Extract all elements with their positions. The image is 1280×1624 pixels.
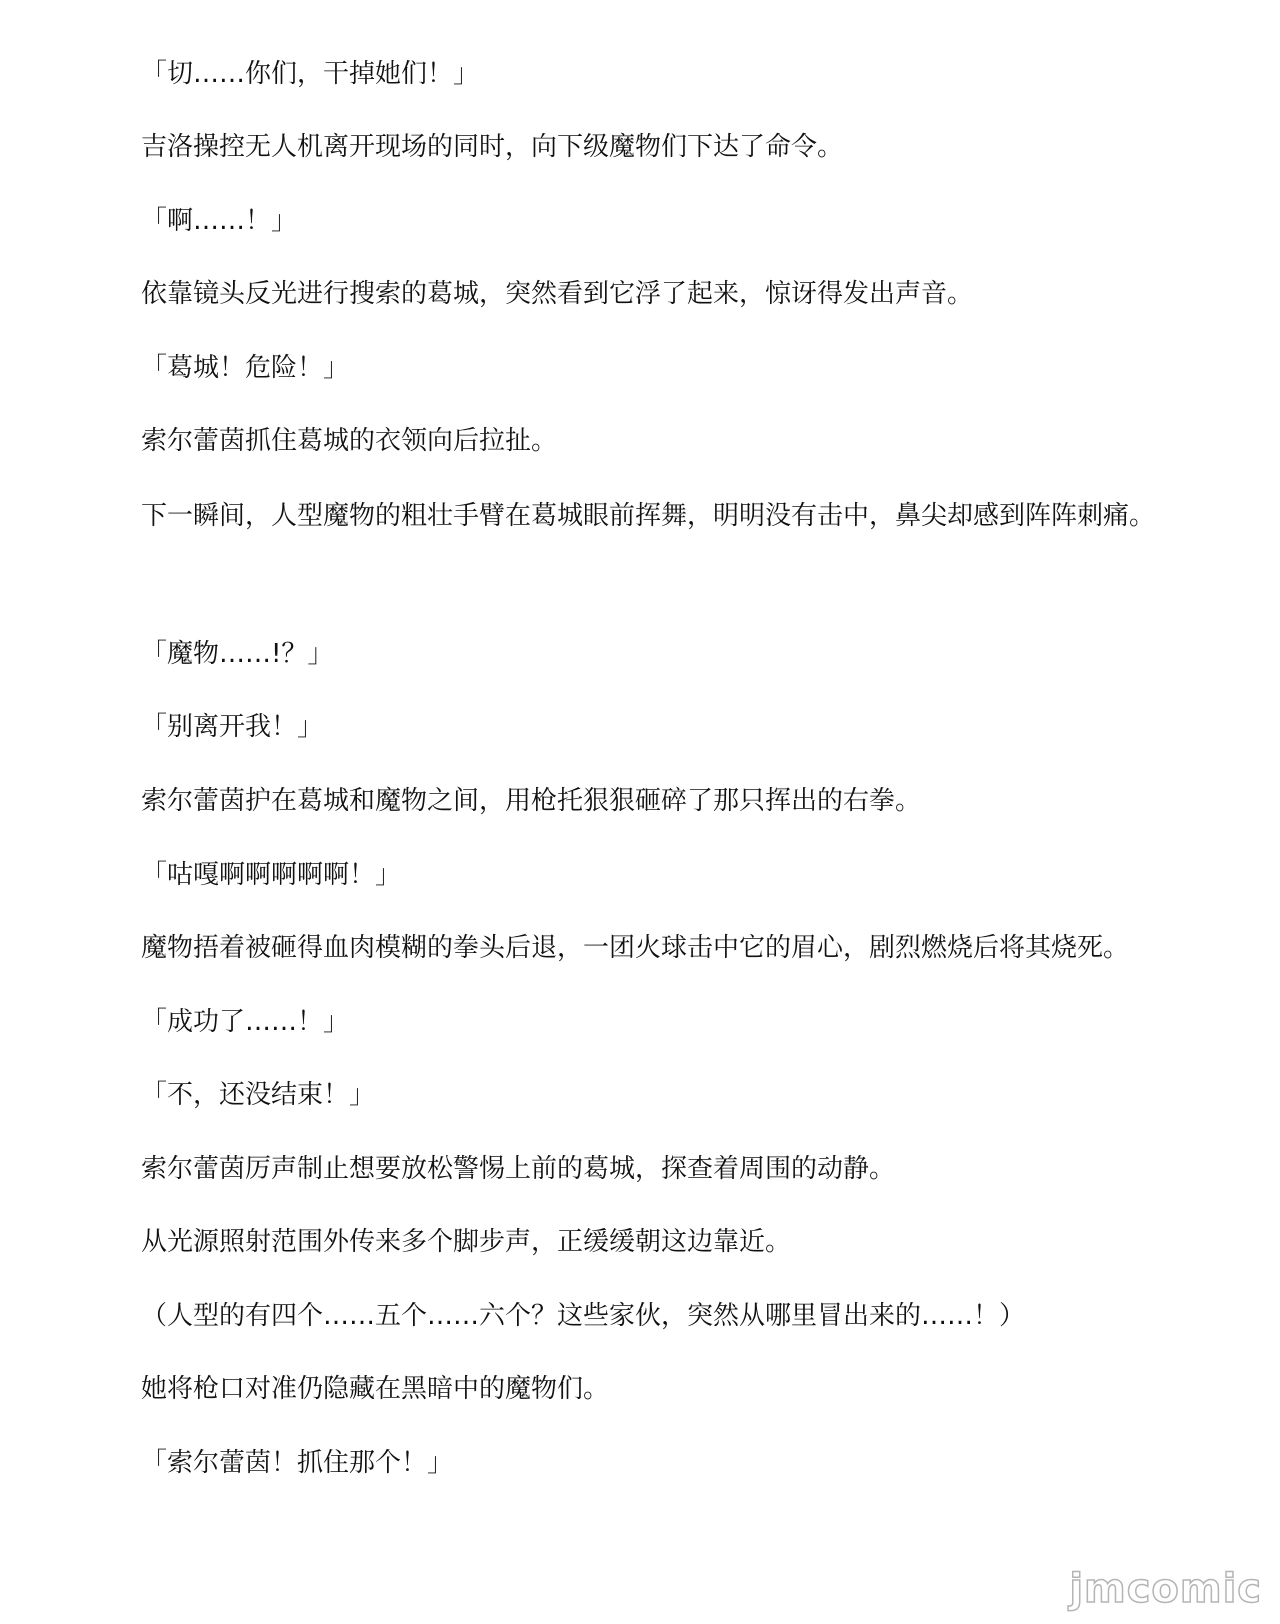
- paragraph: 「不，还没结束！」: [141, 1080, 376, 1110]
- paragraph: 「啊……！」: [141, 206, 298, 236]
- paragraph: 下一瞬间，人型魔物的粗壮手臂在葛城眼前挥舞，明明没有击中，鼻尖却感到阵阵刺痛。: [141, 501, 1156, 531]
- paragraph: 依靠镜头反光进行搜索的葛城，突然看到它浮了起来，惊讶得发出声音。: [141, 279, 974, 309]
- paragraph: 索尔蕾茵护在葛城和魔物之间，用枪托狠狠砸碎了那只挥出的右拳。: [141, 786, 922, 816]
- paragraph: 索尔蕾茵抓住葛城的衣领向后拉扯。: [141, 426, 558, 456]
- paragraph: 「索尔蕾茵！抓住那个！」: [141, 1448, 454, 1478]
- paragraph: 吉洛操控无人机离开现场的同时，向下级魔物们下达了命令。: [141, 132, 844, 162]
- paragraph: 「魔物……!？」: [141, 639, 334, 669]
- paragraph: 「别离开我！」: [141, 712, 324, 742]
- paragraph: 「咕嘎啊啊啊啊啊！」: [141, 860, 402, 890]
- paragraph: 「切……你们，干掉她们！」: [141, 59, 480, 89]
- paragraph: 她将枪口对准仍隐藏在黑暗中的魔物们。: [141, 1374, 610, 1404]
- paragraph: 索尔蕾茵厉声制止想要放松警惕上前的葛城，探查着周围的动静。: [141, 1154, 896, 1184]
- paragraph: 魔物捂着被砸得血肉模糊的拳头后退，一团火球击中它的眉心，剧烈燃烧后将其烧死。: [141, 933, 1130, 963]
- paragraph: （人型的有四个……五个……六个？这些家伙，突然从哪里冒出来的……！）: [141, 1301, 1026, 1331]
- paragraph: 「葛城！危险！」: [141, 353, 350, 383]
- watermark-logo: jmcomic: [1069, 1566, 1262, 1612]
- paragraph: 「成功了……！」: [141, 1007, 350, 1037]
- paragraph: 从光源照射范围外传来多个脚步声，正缓缓朝这边靠近。: [141, 1227, 792, 1257]
